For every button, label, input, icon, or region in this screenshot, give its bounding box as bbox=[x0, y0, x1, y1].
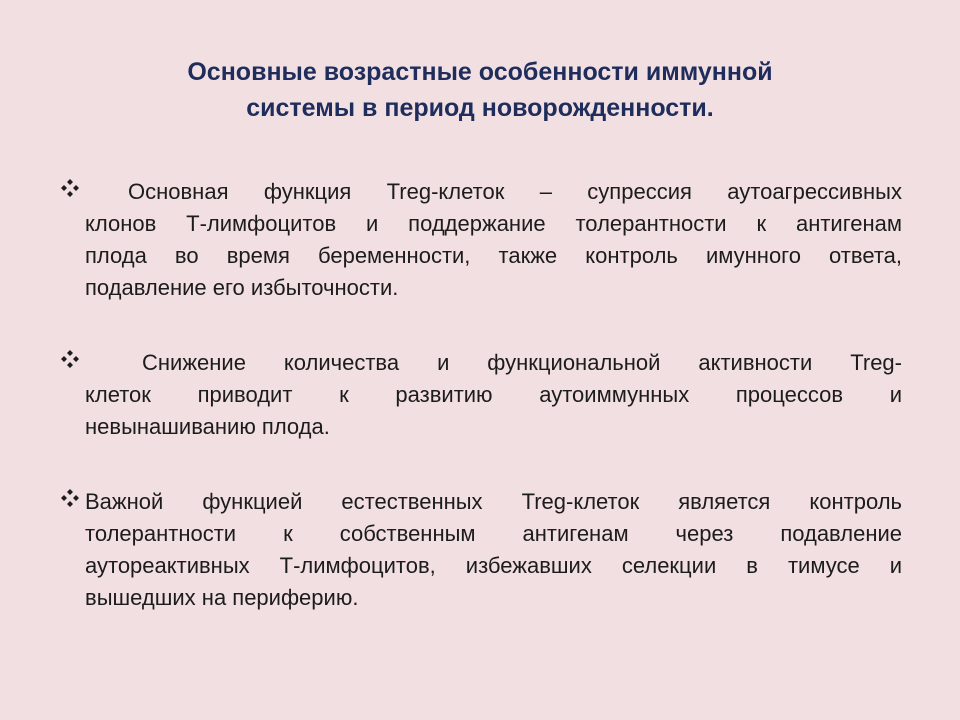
bullet-2-line-2: клеток приводит к развитию аутоиммунных процессов и bbox=[85, 382, 902, 407]
diamond-cluster-icon bbox=[60, 349, 80, 369]
bullet-item-1 bbox=[56, 176, 902, 304]
bullet-1-line-3: плода во время беременности, также контроль имунного ответа, bbox=[85, 243, 902, 268]
diamond-cluster-icon bbox=[60, 178, 80, 198]
bullet-3-line-3: аутореактивных Т-лимфоцитов, избежавших селекции в тимусе и bbox=[85, 553, 902, 578]
bullet-item-3 bbox=[56, 486, 902, 614]
bullet-1-line-4: подавление его избыточности. bbox=[85, 275, 399, 300]
diamond-cluster-icon bbox=[60, 488, 80, 508]
bullet-3-line-4: вышедших на периферию. bbox=[85, 585, 359, 610]
bullet-text-1 bbox=[56, 176, 902, 304]
bullet-1-line-2: клонов Т-лимфоцитов и поддержание толерантности к антигенам bbox=[85, 211, 902, 236]
slide-title bbox=[60, 54, 900, 126]
slide-title-line-1: Основные возрастные особенности иммунной bbox=[187, 58, 773, 86]
bullet-1-line-1: Основная функция Treg-клеток – супрессия аутоагрессивных bbox=[128, 179, 902, 204]
slide-title-line-2: системы в период новорожденности. bbox=[246, 94, 714, 122]
bullet-item-2 bbox=[56, 347, 902, 443]
bullet-text-2 bbox=[56, 347, 902, 443]
bullet-2-line-3: невынашиванию плода. bbox=[85, 414, 330, 439]
bullet-text-3 bbox=[56, 486, 902, 614]
bullet-2-line-1: Снижение количества и функциональной активности Treg- bbox=[142, 350, 902, 375]
bullet-3-line-1: Важной функцией естественных Treg-клеток является контроль bbox=[85, 489, 902, 514]
bullet-3-line-2: толерантности к собственным антигенам через подавление bbox=[85, 521, 902, 546]
